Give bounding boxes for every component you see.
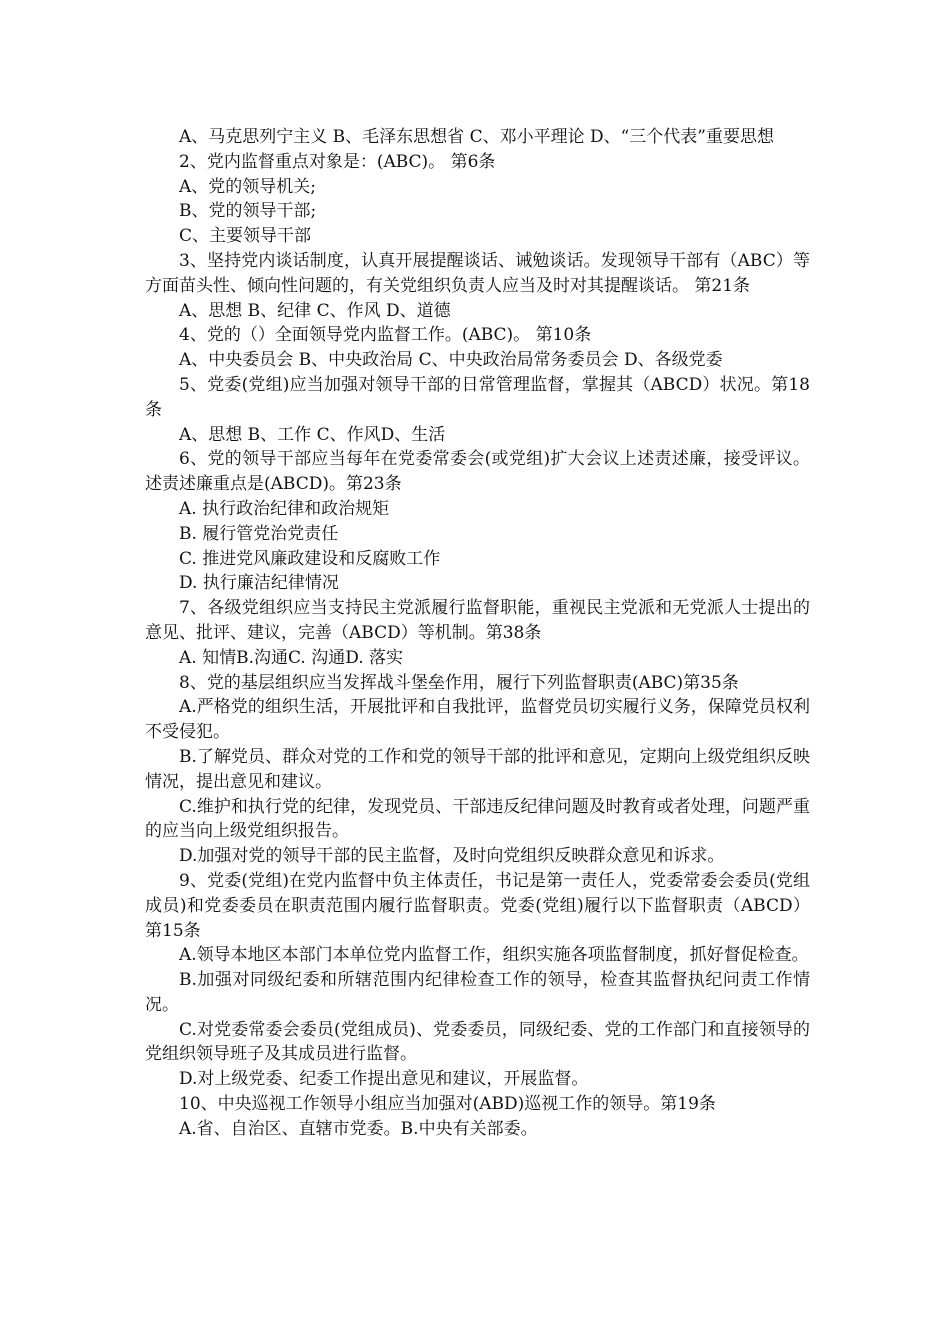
option-line: A、党的领导机关; [179, 176, 317, 197]
option-line: A. 知情B.沟通C. 沟通D. 落实 [179, 647, 404, 668]
question-10: 10、中央巡视工作领导小组应当加强对(ABD)巡视工作的领导。第19条 [179, 1094, 716, 1115]
document-body [145, 125, 810, 1142]
question-3: 3、坚持党内谈话制度，认真开展提醒谈话、诫勉谈话。发现领导干部有（ABC）等方面苗头性、倾向性问题的，有关党组织负责人应当及时对其提醒谈话。 第21条 [145, 250, 810, 296]
option-line: C.维护和执行党的纪律，发现党员、干部违反纪律问题及时教育或者处理，问题严重的应当向上级党组织报告。 [145, 796, 810, 842]
option-line: A.省、自治区、直辖市党委。B.中央有关部委。 [179, 1118, 538, 1139]
option-line: B. 履行管党治党责任 [179, 523, 339, 544]
option-line: C.对党委常委会委员(党组成员)、党委委员，同级纪委、党的工作部门和直接领导的党组织领导班子及其成员进行监督。 [145, 1019, 810, 1065]
option-line: C. 推进党风廉政建设和反腐败工作 [179, 548, 441, 569]
option-line: B.了解党员、群众对党的工作和党的领导干部的批评和意见，定期向上级党组织反映情况，提出意见和建议。 [145, 746, 810, 792]
question-6: 6、党的领导干部应当每年在党委常委会(或党组)扩大会议上述责述廉，接受评议。述责述廉重点是(ABCD)。第23条 [145, 449, 810, 495]
option-line: A、思想 B、纪律 C、作风 D、道德 [179, 300, 451, 321]
option-line: A、中央委员会 B、中央政治局 C、中央政治局常务委员会 D、各级党委 [179, 350, 723, 371]
option-line: C、主要领导干部 [179, 226, 312, 247]
option-line: A. 执行政治纪律和政治规矩 [179, 498, 390, 519]
option-line: A、思想 B、工作 C、作风D、生活 [179, 424, 446, 445]
question-2: 2、党内监督重点对象是：(ABC)。 第6条 [179, 151, 496, 172]
question-8: 8、党的基层组织应当发挥战斗堡垒作用，履行下列监督职责(ABC)第35条 [179, 672, 739, 693]
question-9: 9、党委(党组)在党内监督中负主体责任，书记是第一责任人，党委常委会委员(党组成员)和党委委员在职责范围内履行监督职责。党委(党组)履行以下监督职责（ABCD）第15条 [145, 870, 810, 941]
option-line: A.领导本地区本部门本单位党内监督工作，组织实施各项监督制度，抓好督促检查。 [179, 945, 809, 966]
option-line: D.加强对党的领导干部的民主监督，及时向党组织反映群众意见和诉求。 [179, 846, 725, 867]
option-line: D. 执行廉洁纪律情况 [179, 573, 339, 594]
question-4: 4、党的（）全面领导党内监督工作。(ABC)。 第10条 [179, 325, 592, 346]
option-line: B.加强对同级纪委和所辖范围内纪律检查工作的领导，检查其监督执纪问责工作情况。 [145, 970, 810, 1015]
question-7: 7、各级党组织应当支持民主党派履行监督职能，重视民主党派和无党派人士提出的意见、批评、建议，完善（ABCD）等机制。第38条 [145, 598, 810, 643]
option-line: B、党的领导干部; [179, 201, 317, 222]
question-5: 5、党委(党组)应当加强对领导干部的日常管理监督，掌握其（ABCD）状况。第18条 [145, 374, 810, 420]
option-line: A、马克思列宁主义 B、毛泽东思想省 C、邓小平理论 D、“三个代表”重要思想 [179, 127, 774, 147]
option-line: D.对上级党委、纪委工作提出意见和建议，开展监督。 [179, 1069, 589, 1090]
option-line: A.严格党的组织生活，开展批评和自我批评，监督党员切实履行义务，保障党员权利不受侵犯。 [145, 697, 810, 743]
